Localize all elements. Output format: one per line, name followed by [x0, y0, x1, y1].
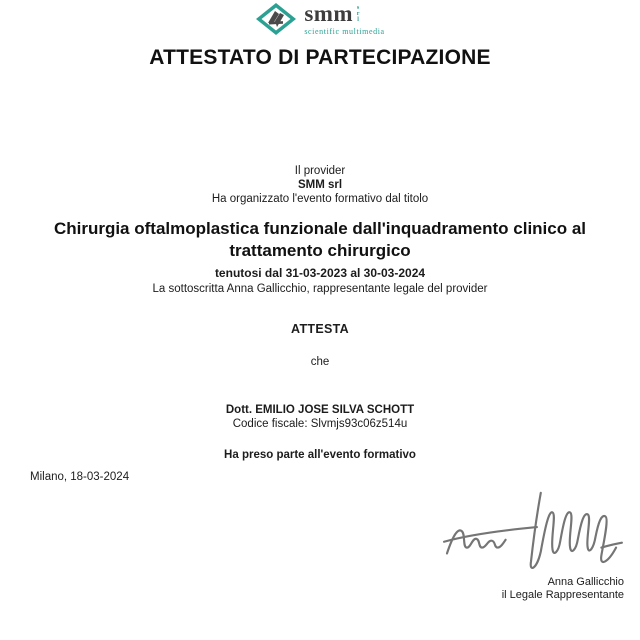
signature-icon	[438, 487, 626, 573]
participant-name: Dott. EMILIO JOSE SILVA SCHOTT	[225, 404, 415, 416]
logo-suffix: srl	[355, 5, 362, 23]
logo-text-column	[304, 2, 384, 36]
place-date: Milano, 18-03-2024	[30, 471, 130, 483]
course-dates: tenutosi dal 31-03-2023 al 30-03-2024	[214, 266, 426, 280]
smm-diamond-logo-icon	[255, 2, 297, 36]
smm-logo	[0, 2, 640, 36]
signatory-name: Anna Gallicchio	[547, 576, 624, 588]
course-title: Chirurgia oftalmoplastica funzionale dall'inquadramento clinico al trattamento chirurgico	[53, 219, 587, 260]
attesta-label: ATTESTA	[291, 322, 349, 336]
logo-tagline: scientific multimedia	[304, 27, 385, 36]
provider-name: SMM srl	[297, 179, 343, 191]
course-declaration: La sottoscritta Anna Gallicchio, rappresentante legale del provider	[152, 283, 488, 295]
participant-fiscal-code: Codice fiscale: Slvmjs93c06z514u	[232, 418, 408, 430]
provider-block	[0, 164, 640, 206]
signatory-role: il Legale Rappresentante	[501, 589, 624, 601]
provider-line3: Ha organizzato l'evento formativo dal titolo	[211, 193, 429, 205]
logo-name: smm	[304, 1, 354, 26]
participation-statement: Ha preso parte all'evento formativo	[224, 449, 416, 461]
provider-line1: Il provider	[294, 165, 346, 177]
certificate-title: ATTESTATO DI PARTECIPAZIONE	[149, 46, 491, 69]
che-label: che	[310, 356, 330, 368]
